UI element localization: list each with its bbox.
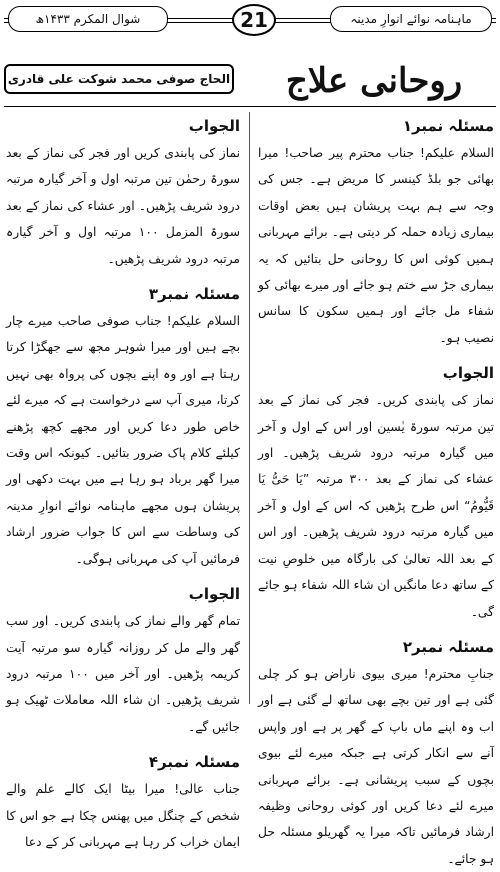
answer-1-text: نماز کی پابندی کریں۔ فجر کی نماز کے بعد تین مرتبہ سورۃ یٰسین اور اس کے اول و آخر میں گیارہ مرتبہ درود شریف پڑھیں۔ اور عشاء کی نماز کے بعد ۳۰۰ مرتبہ ”یَا حَیُّ یَا قَیُّومُ“ اس طرح پڑھیں کہ اس کے اول و آخر میں گیارہ مرتبہ درود شریف پڑھیں۔ اور اس کے بعد اللہ تعالیٰ کی بارگاہ میں خلوصِ نیت کے ساتھ دعا مانگیں ان شاء اللہ شفاء ہو جائے گی۔ (258, 393, 494, 619)
right-column (258, 112, 494, 866)
question-1-heading: مسئلہ نمبر۱ (402, 117, 494, 135)
answer-2-heading: الجواب (188, 117, 240, 135)
article-title: روحانی علاج (285, 61, 463, 101)
title-divider (4, 106, 496, 107)
answer-3-text: تمام گھر والے نماز کی پابندی کریں۔ اور سب گھر والے مل کر روزانہ گیارہ سو مرتبہ آیت کریمہ پڑھیں۔ اور آخر میں ۱۰۰ مرتبہ درود شریف پڑھیں۔ ان شاء اللہ معاملات ٹھیک ہو جائیں گے۔ (6, 614, 240, 734)
page-number: 21 (232, 4, 276, 36)
question-2-heading: مسئلہ نمبر۲ (402, 637, 494, 656)
question-4-text: جناب عالی! میرا بیٹا ایک کالے علم والے شخص کے چنگل میں پھنس چکا ہے جو اس کا ایمان خراب کر رہا ہے مہربانی کر کے دعا (6, 782, 240, 849)
author-byline: الحاج صوفی محمد شوکت علی قادری (4, 64, 234, 94)
question-2-text: جنابِ محترم! میری بیوی ناراض ہو کر چلی گئی ہے اور تین بچے بھی ساتھ لے گئی ہے اور اب وہ اپنے ماں باپ کے گھر پر ہے اور واپس آنے سے انکار کرتی ہے جبکہ میرے لئے بیوی بچوں کے سبب پریشانی ہے۔ برائے مہربانی میرے لئے دعا کریں اور کوئی روحانی وظیفہ ارشاد فرمائیں تاکہ میرا یہ گھریلو مسئلہ حل ہو جائے۔ (258, 666, 494, 866)
page-header (4, 4, 496, 34)
column-divider (249, 112, 250, 704)
answer-1-heading: الجواب (442, 364, 494, 383)
header-date: شوال المکرم ۱۴۳۳ھ (8, 6, 168, 32)
question-4-heading: مسئلہ نمبر۴ (148, 753, 240, 772)
left-column (6, 112, 240, 849)
answer-3-heading: الجواب (188, 585, 240, 604)
header-magazine-name: ماہنامہ نوائے انوارِ مدینہ (330, 6, 492, 32)
question-3-text: السلام علیکم! جناب صوفی صاحب میرے چار بچے ہیں اور میرا شوہر مجھ سے جھگڑا کرتا رہتا ہے اور وہ اپنے بچوں کی پرواہ بھی نہیں کرتا، میری آپ سے درخواست ہے کہ میرے لئے خاص طور دعا کریں اور مجھے کچھ پڑھنے کیلئے کلام پاک ضرور بتائیں۔ کیونکہ اس وقت میرا گھر برباد ہو رہا ہے میں بہت دکھی اور پریشان ہوں مجھے ماہنامہ نوائے انوارِ مدینہ کی وساطت سے اس کا جواب ضرور ارشاد فرمائیں آپ کی مہربانی ہوگی۔ (6, 314, 240, 566)
question-3-heading: مسئلہ نمبر۳ (148, 285, 240, 304)
answer-2-text: نماز کی پابندی کریں اور فجر کی نماز کے بعد سورۃ رحمٰن تین مرتبہ اول و آخر گیارہ مرتبہ درود شریف پڑھیں۔ اور عشاء کی نماز کے بعد سورۃ المزمل ۱۰۰ مرتبہ اول و آخر گیارہ مرتبہ درود شریف پڑھیں۔ (6, 146, 240, 266)
question-1-text: السلام علیکم! جناب محترم پیر صاحب! میرا بھائی جو بلڈ کینسر کا مریض ہے۔ جس کی وجہ سے ہم بہت پریشان ہیں بعض اوقات بیماری زیادہ حملہ کر دیتی ہے۔ برائے مہربانی ہمیں کوئی اس کا روحانی حل بتائیں کہ یہ بیماری جڑ سے ختم ہو جائے اور میرے بھائی کو شفاء مل جائے اور ہمیں سکون کا سانس نصیب ہو۔ (258, 146, 494, 345)
